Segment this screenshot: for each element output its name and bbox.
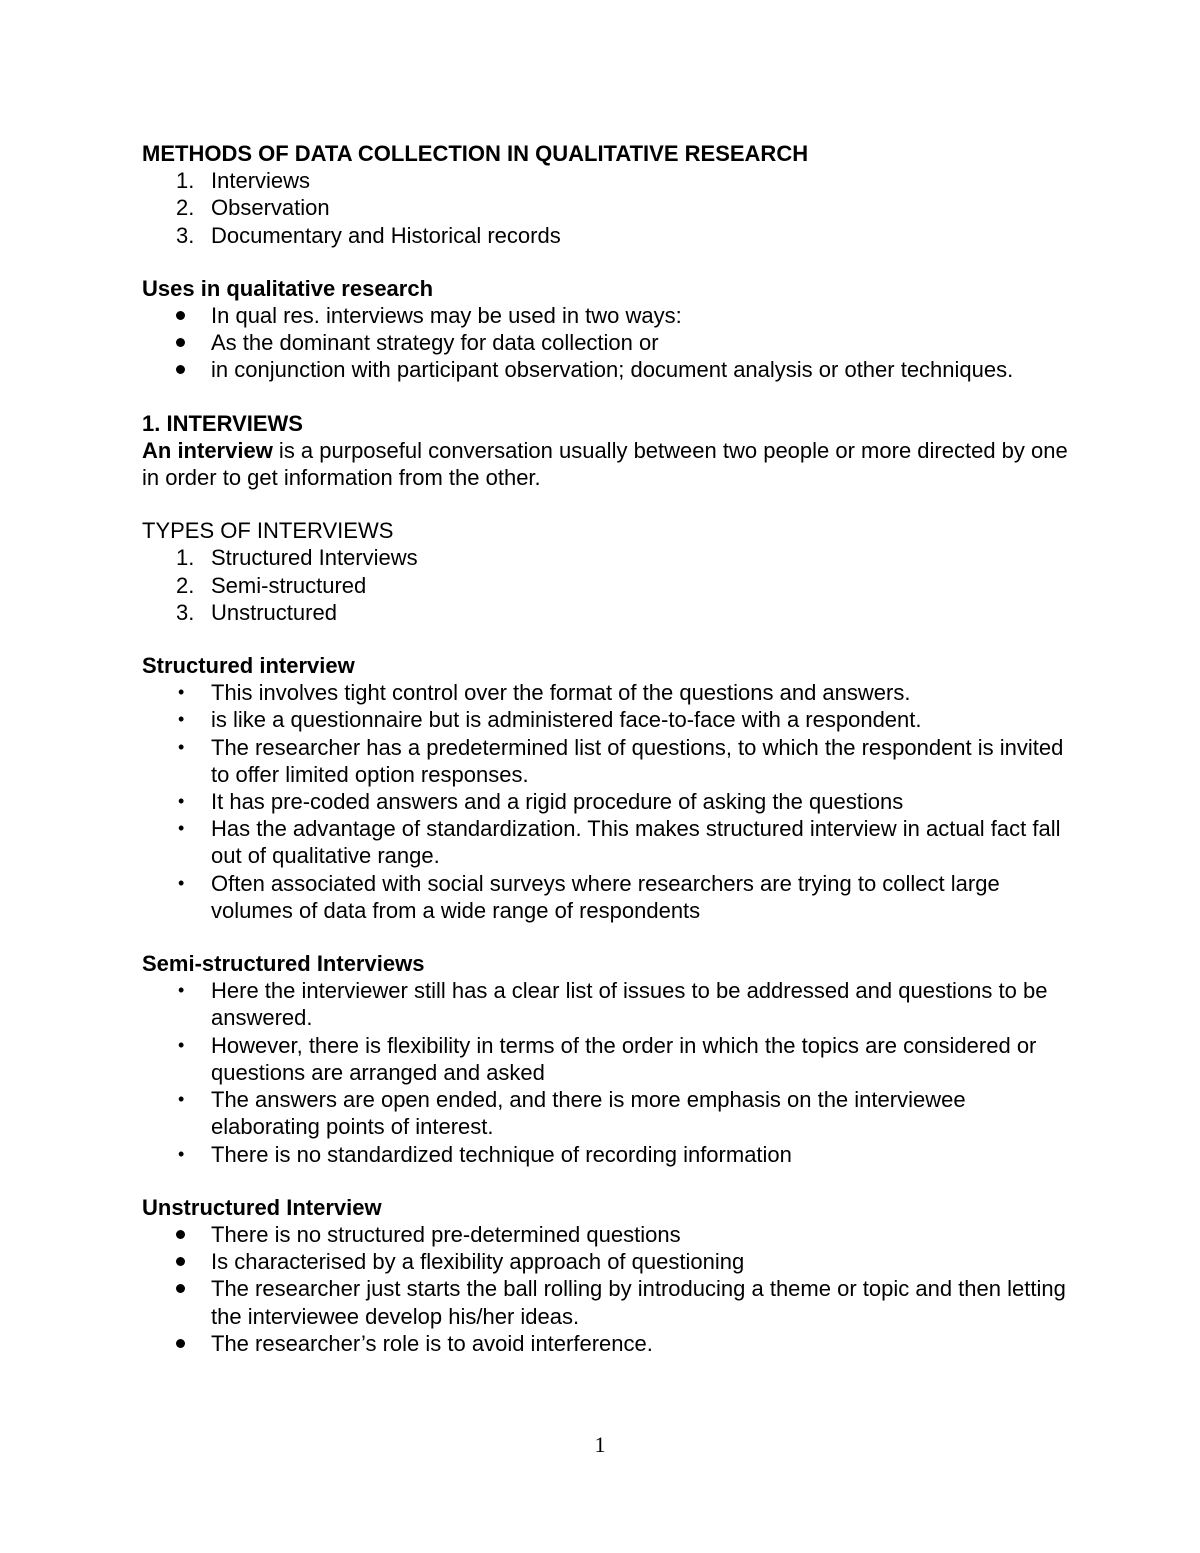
list-item-text: This involves tight control over the format of the questions and answers. bbox=[211, 680, 911, 706]
bullet-icon: • bbox=[178, 1089, 185, 1110]
types-list bbox=[142, 544, 1072, 626]
bullet-icon bbox=[176, 1284, 185, 1293]
list-item bbox=[142, 329, 1072, 356]
list-number: 1. bbox=[176, 168, 195, 194]
list-item-text: The researcher just starts the ball rolling by introducing a theme or topic and then letting the interviewee develop his/her ideas. bbox=[211, 1276, 1066, 1329]
list-number: 3. bbox=[176, 222, 195, 248]
bullet-icon: • bbox=[178, 980, 185, 1001]
list-item-text: Has the advantage of standardization. This makes structured interview in actual fact fall out of qualitative range. bbox=[211, 816, 1061, 869]
page-number: 1 bbox=[594, 1432, 606, 1457]
list-item-text: is like a questionnaire but is administered face-to-face with a respondent. bbox=[211, 707, 922, 733]
list-item-text: As the dominant strategy for data collection or bbox=[211, 330, 659, 356]
list-item-text: The answers are open ended, and there is more emphasis on the interviewee elaborating points of interest. bbox=[211, 1087, 966, 1140]
bullet-icon: • bbox=[178, 709, 185, 730]
bullet-icon: • bbox=[178, 1034, 185, 1055]
bullet-icon bbox=[176, 1339, 185, 1348]
document-page bbox=[142, 140, 1072, 1357]
list-item bbox=[142, 1032, 1072, 1086]
bullet-icon: • bbox=[178, 1143, 185, 1164]
list-item-text: There is no standardized technique of recording information bbox=[211, 1141, 792, 1167]
list-item-text: The researcher has a predetermined list of questions, to which the respondent is invited to offer limited option responses. bbox=[211, 734, 1064, 787]
list-item-text: Unstructured bbox=[211, 599, 337, 625]
list-item-text: Here the interviewer still has a clear list of issues to be addressed and questions to be answered. bbox=[211, 978, 1048, 1031]
bullet-icon bbox=[176, 311, 185, 320]
list-item-text: In qual res. interviews may be used in two ways: bbox=[211, 303, 682, 329]
list-item bbox=[142, 815, 1072, 869]
list-number: 2. bbox=[176, 195, 195, 221]
semi-structured-heading: Semi-structured Interviews bbox=[142, 951, 425, 977]
list-item bbox=[142, 572, 1072, 599]
uses-list bbox=[142, 302, 1072, 384]
list-item-text: Documentary and Historical records bbox=[211, 222, 561, 248]
list-item-text: Is characterised by a flexibility approach of questioning bbox=[211, 1249, 745, 1275]
bullet-icon: • bbox=[178, 736, 185, 757]
uses-heading: Uses in qualitative research bbox=[142, 275, 434, 301]
list-item-text: Semi-structured bbox=[211, 572, 367, 598]
list-item bbox=[142, 544, 1072, 571]
list-item-text: Structured Interviews bbox=[211, 545, 418, 571]
list-item bbox=[142, 706, 1072, 733]
list-item-text: in conjunction with participant observation; document analysis or other techniques. bbox=[211, 357, 1014, 383]
list-item-text: It has pre-coded answers and a rigid procedure of asking the questions bbox=[211, 789, 904, 815]
bullet-icon: • bbox=[178, 682, 185, 703]
list-item bbox=[142, 977, 1072, 1031]
list-item-text: There is no structured pre-determined questions bbox=[211, 1221, 681, 1247]
list-number: 2. bbox=[176, 572, 195, 598]
list-item bbox=[142, 1330, 1072, 1357]
structured-list bbox=[142, 679, 1072, 924]
list-item-text: Often associated with social surveys where researchers are trying to collect large volumes of data from a wide range of respondents bbox=[211, 870, 1000, 923]
list-item-text: Observation bbox=[211, 195, 330, 221]
interviews-heading: 1. INTERVIEWS bbox=[142, 410, 303, 436]
bullet-icon bbox=[176, 1230, 185, 1239]
list-item bbox=[142, 1248, 1072, 1275]
list-item bbox=[142, 194, 1072, 221]
list-item bbox=[142, 734, 1072, 788]
list-item-text: The researcher’s role is to avoid interference. bbox=[211, 1330, 653, 1356]
methods-list bbox=[142, 167, 1072, 249]
list-item bbox=[142, 1086, 1072, 1140]
list-item bbox=[142, 679, 1072, 706]
bullet-icon bbox=[176, 365, 185, 374]
list-item bbox=[142, 870, 1072, 924]
types-heading: TYPES OF INTERVIEWS bbox=[142, 518, 394, 544]
unstructured-heading: Unstructured Interview bbox=[142, 1194, 382, 1220]
list-number: 1. bbox=[176, 545, 195, 571]
definition-text: is a purposeful conversation usually between two people or more directed by one in order to get information from the other. bbox=[142, 437, 1068, 491]
interview-definition bbox=[142, 437, 1072, 491]
list-item bbox=[142, 356, 1072, 383]
list-item bbox=[142, 1275, 1072, 1329]
list-item-text: However, there is flexibility in terms of the order in which the topics are considered or questions are arranged and asked bbox=[211, 1032, 1037, 1085]
list-item bbox=[142, 1141, 1072, 1168]
unstructured-list bbox=[142, 1221, 1072, 1357]
bullet-icon: • bbox=[178, 818, 185, 839]
list-number: 3. bbox=[176, 599, 195, 625]
definition-term: An interview bbox=[142, 437, 273, 463]
list-item bbox=[142, 599, 1072, 626]
methods-heading: METHODS OF DATA COLLECTION IN QUALITATIVE RESEARCH bbox=[142, 141, 809, 166]
semi-structured-list bbox=[142, 977, 1072, 1167]
bullet-icon: • bbox=[178, 791, 185, 812]
bullet-icon bbox=[176, 338, 185, 347]
bullet-icon: • bbox=[178, 872, 185, 893]
list-item-text: Interviews bbox=[211, 168, 311, 194]
list-item bbox=[142, 167, 1072, 194]
list-item bbox=[142, 302, 1072, 329]
list-item bbox=[142, 222, 1072, 249]
structured-heading: Structured interview bbox=[142, 653, 355, 679]
bullet-icon bbox=[176, 1257, 185, 1266]
list-item bbox=[142, 1221, 1072, 1248]
list-item bbox=[142, 788, 1072, 815]
